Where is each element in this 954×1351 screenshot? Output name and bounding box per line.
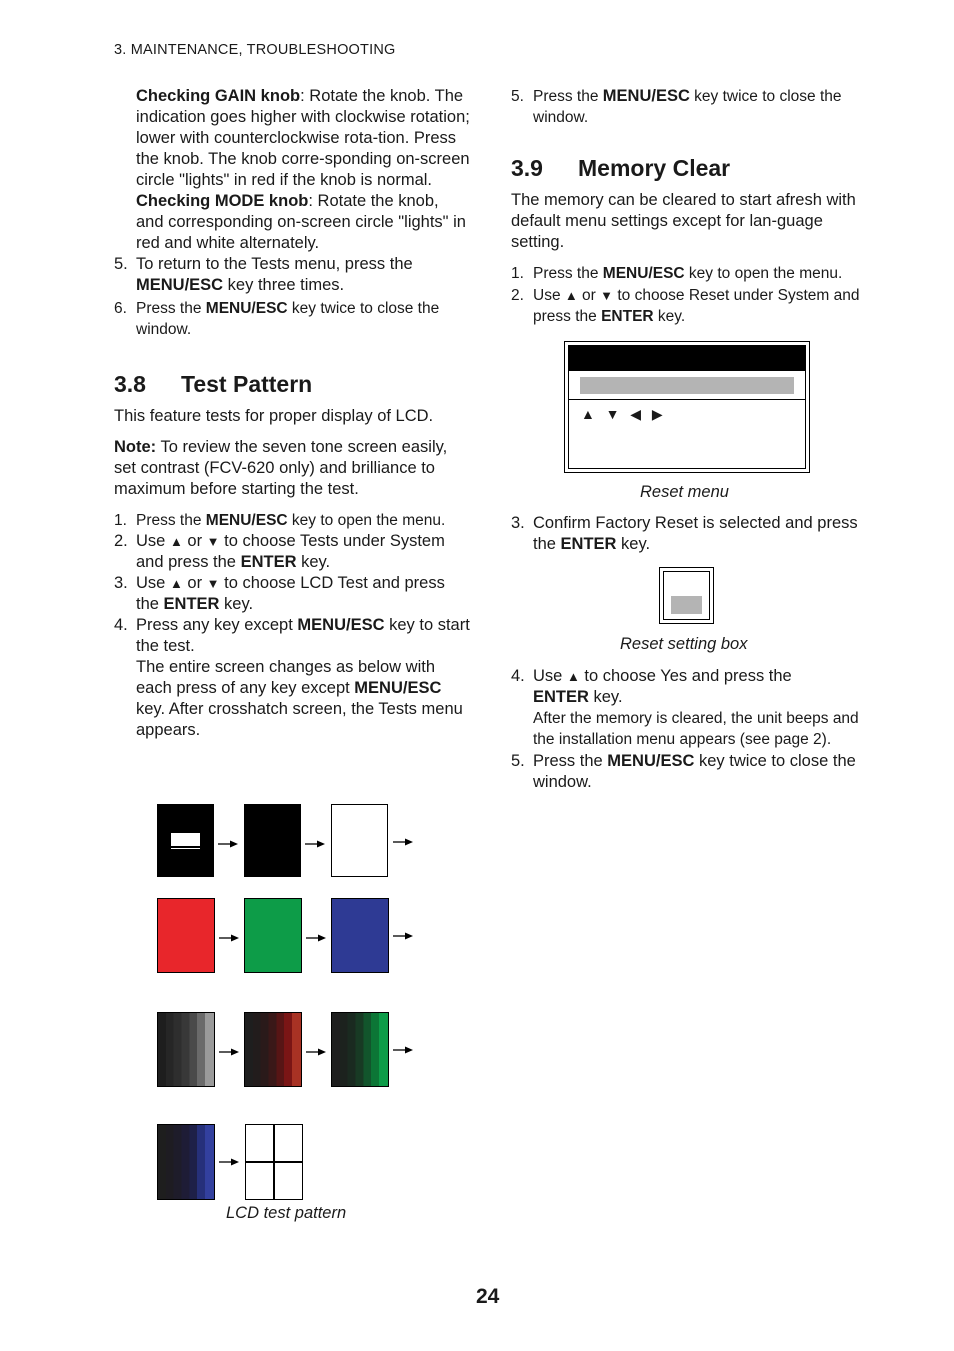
reset-menu-title-bar <box>569 346 805 371</box>
pattern-white <box>331 804 388 877</box>
arrow-right-icon <box>306 1045 326 1059</box>
arrow-right-icon <box>219 1045 239 1059</box>
down-arrow-icon: ▼ <box>206 534 220 549</box>
running-header: 3. MAINTENANCE, TROUBLESHOOTING <box>114 42 396 58</box>
reset-menu-inner <box>568 345 806 469</box>
pattern-black-with-bar <box>157 804 214 877</box>
step-5-close: 5. Press the MENU/ESC key twice to close the window. <box>511 87 842 126</box>
memory-step-5: 5. Press the MENU/ESC key twice to close the window. <box>511 752 856 791</box>
pattern-green <box>244 898 302 973</box>
down-arrow-icon: ▼ <box>206 576 220 591</box>
memory-step-3-block <box>511 513 871 555</box>
left-column <box>114 86 470 741</box>
up-arrow-icon: ▲ <box>169 576 183 591</box>
gain-knob-paragraph: Checking GAIN knob: Rotate the knob. The indication goes higher with clockwise rotation; lower with counterclockwise rota-tion. Press the knob. The knob corre-sponding on-screen circle "lights" in red if the knob is normal. <box>136 87 470 189</box>
section-heading-memory-clear: 3.9 Memory Clear <box>511 155 731 181</box>
down-arrow-icon: ▼ <box>600 288 614 303</box>
mode-knob-label: Checking MODE knob <box>136 192 309 210</box>
test-pattern-intro: This feature tests for proper display of LCD. <box>114 407 434 425</box>
pattern-black <box>244 804 301 877</box>
reset-menu-highlight <box>580 377 794 394</box>
pattern-gray-tone <box>157 1012 215 1087</box>
step-6: 6. Press the MENU/ESC key twice to close the window. <box>114 300 440 338</box>
reset-setting-box-inner <box>663 571 710 620</box>
step-5: 5. To return to the Tests menu, press the MENU/ESC key three times. <box>114 255 413 294</box>
pattern-crosshatch <box>245 1124 303 1200</box>
arrow-right-icon <box>219 931 239 945</box>
note-paragraph: Note: To review the seven tone screen easily, set contrast (FCV-620 only) and brilliance to maximum before starting the test. <box>114 438 448 498</box>
pattern-red <box>157 898 215 973</box>
white-bar <box>171 833 200 848</box>
crosshatch-horizontal-line <box>246 1161 302 1163</box>
pattern-blue <box>331 898 389 973</box>
test-step-2: 2. Use ▲ or ▼ to choose Tests under System and press the ENTER key. <box>114 532 445 571</box>
gain-knob-label: Checking GAIN knob <box>136 87 301 105</box>
arrow-right-icon <box>306 931 326 945</box>
mode-knob-paragraph: Checking MODE knob: Rotate the knob, and corresponding on-screen circle "lights" in red and white alternately. <box>136 192 466 252</box>
up-arrow-icon: ▲ <box>169 534 183 549</box>
arrow-right-icon <box>393 1043 413 1057</box>
arrow-right-icon <box>218 837 238 851</box>
memory-steps-4-5 <box>511 666 871 793</box>
test-step-3: 3. Use ▲ or ▼ to choose LCD Test and press the ENTER key. <box>114 574 445 613</box>
section-heading-test-pattern: 3.8 Test Pattern <box>114 371 313 397</box>
lcd-test-pattern-caption: LCD test pattern <box>226 1204 347 1222</box>
test-step-1: 1. Press the MENU/ESC key to open the menu. <box>114 512 446 529</box>
right-column <box>511 86 871 327</box>
memory-step-3: 3. Confirm Factory Reset is selected and press the ENTER key. <box>511 514 858 553</box>
reset-menu-divider <box>569 399 805 400</box>
reset-setting-box-figure <box>659 567 714 624</box>
memory-step-4: 4. Use ▲ to choose Yes and press the ENTER key. After the memory is cleared, the unit beeps and the installation menu appears (see page 2). <box>511 667 859 748</box>
up-arrow-icon: ▲ <box>564 288 578 303</box>
reset-menu-caption: Reset menu <box>640 483 729 501</box>
reset-setting-box-highlight <box>671 596 702 614</box>
pattern-red-tone <box>244 1012 302 1087</box>
arrow-right-icon <box>393 929 413 943</box>
pattern-blue-tone <box>157 1124 215 1200</box>
reset-menu-arrows: ▲ ▼ ◀ ▶ <box>581 406 664 422</box>
pattern-green-tone <box>331 1012 389 1087</box>
reset-setting-box-caption: Reset setting box <box>620 635 748 653</box>
memory-clear-intro: The memory can be cleared to start afresh with default menu settings except for lan-guage setting. <box>511 191 856 251</box>
test-step-4: 4. Press any key except MENU/ESC key to start the test. The entire screen changes as below with each press of any key except MENU/ESC key. After crosshatch screen, the Tests menu appears. <box>114 616 470 739</box>
memory-step-2: 2. Use ▲ or ▼ to choose Reset under System and press the ENTER key. <box>511 287 860 325</box>
arrow-right-icon <box>393 835 413 849</box>
page-number: 24 <box>476 1285 500 1308</box>
arrow-right-icon <box>219 1155 239 1169</box>
memory-step-1: 1. Press the MENU/ESC key to open the menu. <box>511 265 843 282</box>
up-arrow-icon: ▲ <box>566 669 580 684</box>
reset-menu-figure <box>564 341 810 473</box>
arrow-right-icon <box>305 837 325 851</box>
